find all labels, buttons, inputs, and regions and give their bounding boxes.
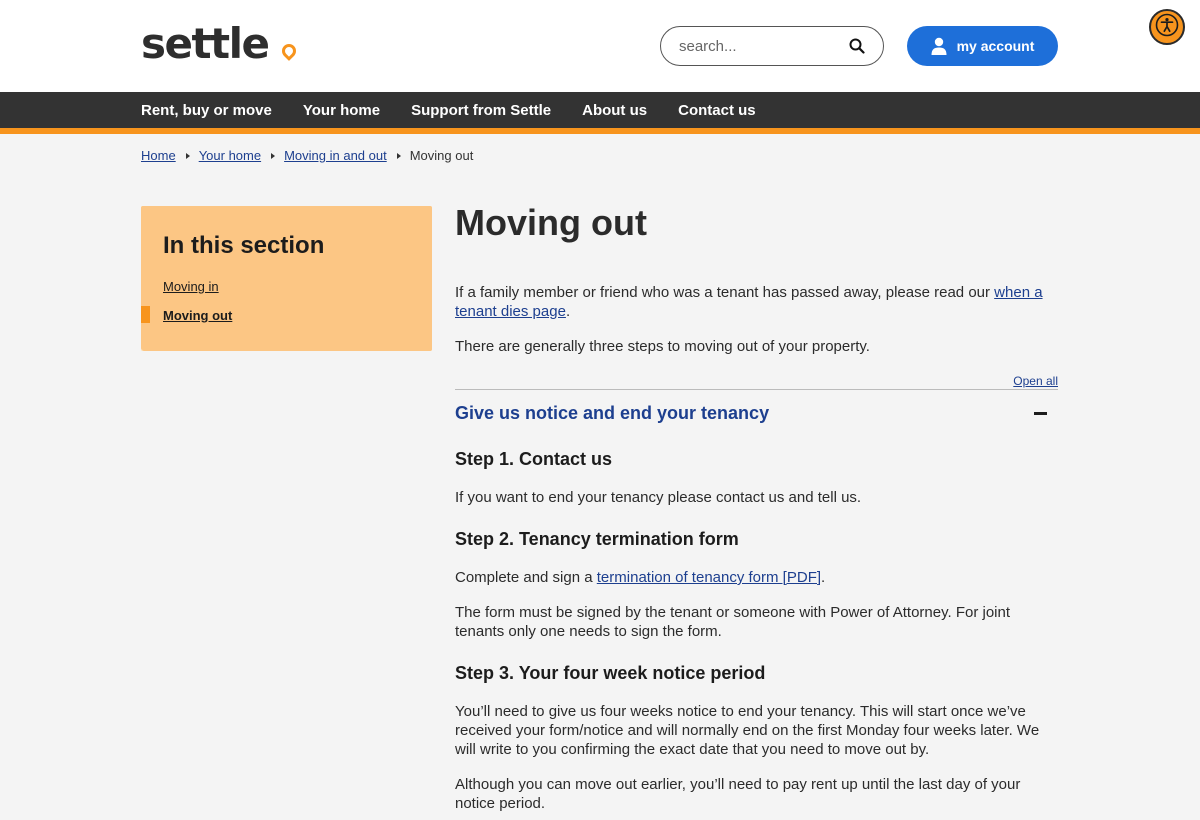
section-title: In this section bbox=[163, 232, 325, 259]
intro-paragraph: If a family member or friend who was a tenant has passed away, please read our when a tenant dies page. bbox=[455, 284, 1043, 320]
step3-heading: Step 3. Your four week notice period bbox=[455, 663, 766, 683]
termination-form-link[interactable]: termination of tenancy form [PDF] bbox=[596, 569, 822, 586]
search-icon[interactable] bbox=[849, 38, 865, 54]
site-header bbox=[0, 0, 1200, 92]
search-box[interactable] bbox=[660, 26, 884, 66]
accessibility-button[interactable] bbox=[1149, 9, 1185, 45]
breadcrumb-current: Moving out bbox=[409, 148, 474, 163]
step1-text: If you want to end your tenancy please contact us and tell us. bbox=[455, 489, 862, 506]
section-link-moving-in[interactable]: Moving in bbox=[163, 279, 219, 294]
step2-heading: Step 2. Tenancy termination form bbox=[455, 529, 739, 549]
my-account-label: my account bbox=[956, 38, 1035, 54]
search-input[interactable] bbox=[679, 38, 849, 55]
location-pin-icon bbox=[279, 41, 299, 61]
step2-text-2: The form must be signed by the tenant or someone with Power of Attorney. For joint tenants only one needs to sign the form. bbox=[455, 604, 1010, 640]
chevron-right-icon bbox=[271, 153, 275, 159]
breadcrumb-moving-in-out[interactable]: Moving in and out bbox=[284, 148, 387, 163]
step3-text-1: You’ll need to give us four weeks notice to end your tenancy. This will start once we’ve received your form/notice and will normally end on the first Monday four weeks later. We will write to you confirming the exact date that you need to move out by. bbox=[455, 703, 1040, 758]
breadcrumb bbox=[141, 148, 473, 163]
minus-icon[interactable] bbox=[1034, 412, 1047, 415]
step1-heading: Step 1. Contact us bbox=[455, 449, 613, 469]
chevron-right-icon bbox=[397, 153, 401, 159]
my-account-button[interactable] bbox=[907, 26, 1058, 66]
page-title: Moving out bbox=[455, 202, 647, 243]
section-link-moving-out[interactable]: Moving out bbox=[163, 308, 233, 323]
step2-text: Complete and sign a termination of tenancy form [PDF]. bbox=[455, 569, 826, 586]
active-marker bbox=[141, 306, 150, 323]
nav-support[interactable]: Support from Settle bbox=[411, 101, 552, 119]
main-navigation bbox=[0, 92, 1200, 134]
in-this-section-panel bbox=[141, 206, 432, 351]
open-all-link[interactable]: Open all bbox=[1013, 374, 1058, 388]
steps-intro: There are generally three steps to moving out of your property. bbox=[455, 338, 870, 355]
accordion-header[interactable]: Give us notice and end your tenancy bbox=[455, 403, 770, 423]
nav-about-us[interactable]: About us bbox=[582, 101, 648, 119]
step3-text-2: Although you can move out earlier, you’ll need to pay rent up until the last day of your notice period. bbox=[455, 776, 1021, 812]
nav-rent-buy-move[interactable]: Rent, buy or move bbox=[141, 101, 272, 119]
when-a-tenant-dies-link[interactable]: when a tenant dies page bbox=[455, 284, 1043, 320]
user-icon bbox=[931, 37, 947, 55]
breadcrumb-home[interactable]: Home bbox=[141, 148, 176, 163]
accordion-divider bbox=[455, 389, 1058, 390]
breadcrumb-your-home[interactable]: Your home bbox=[198, 148, 262, 163]
settle-logo[interactable]: settle bbox=[141, 19, 269, 68]
nav-your-home[interactable]: Your home bbox=[302, 101, 381, 119]
accessibility-icon bbox=[1155, 13, 1179, 42]
nav-contact-us[interactable]: Contact us bbox=[678, 101, 756, 119]
chevron-right-icon bbox=[186, 153, 190, 159]
